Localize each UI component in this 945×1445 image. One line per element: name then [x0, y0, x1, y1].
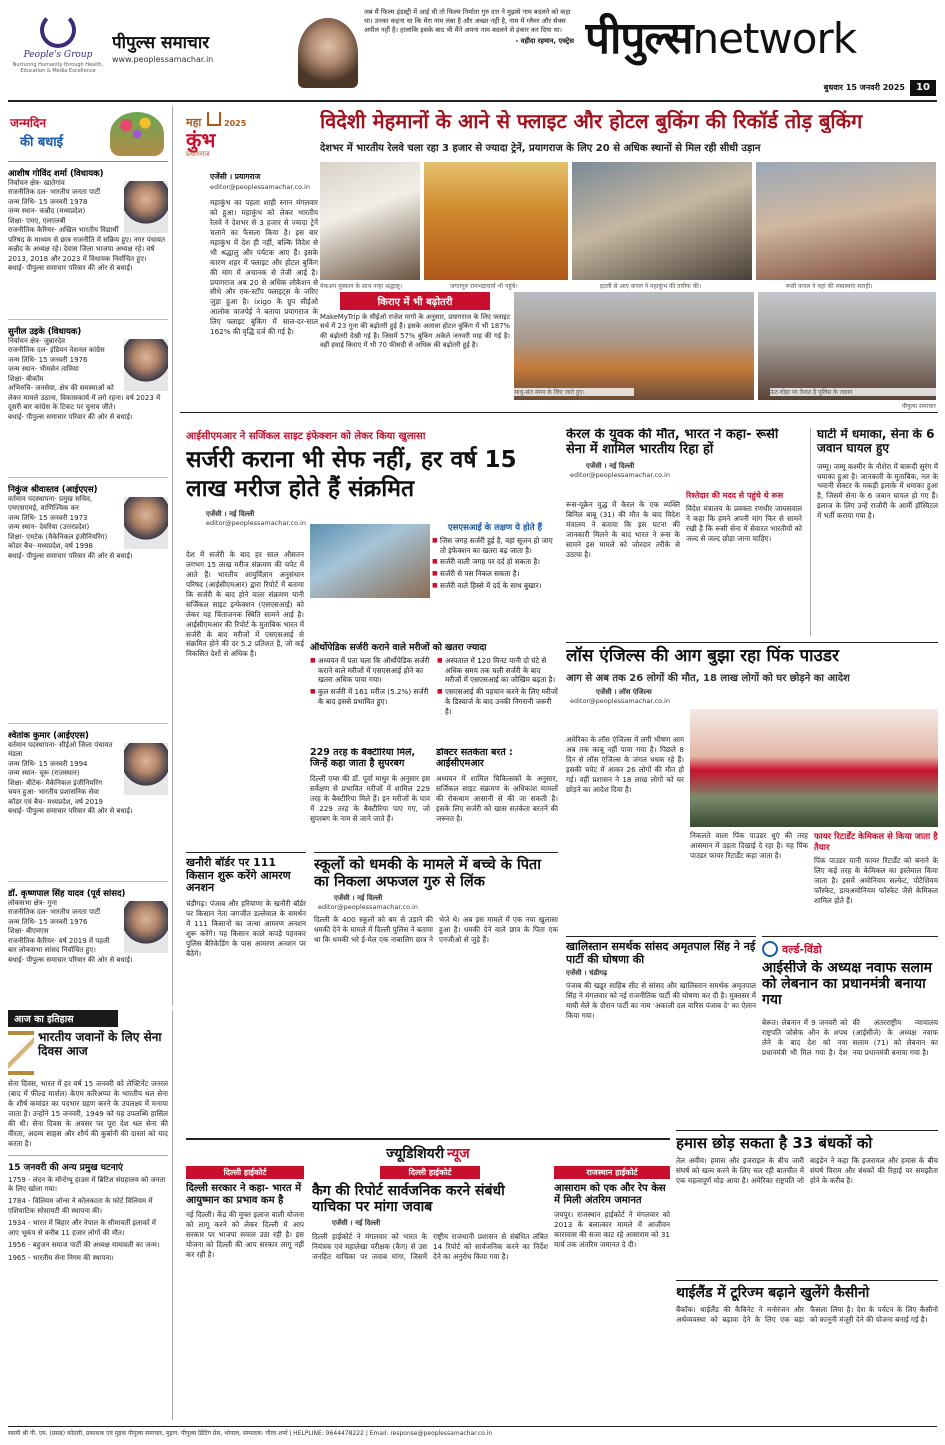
schools-byline: एजेंसी । नई दिल्ली	[334, 894, 383, 903]
amritpal-byline: एजेंसी । चंडीगढ़	[566, 969, 608, 978]
kumbh-rule	[180, 412, 938, 413]
date: बुधवार 15 जनवरी 2025	[823, 83, 905, 92]
birthday-person-detail: शिक्षा- बीकॉम	[8, 374, 44, 383]
rent-body: MakeMyTrip के सीईओ राजेश मागो के अनुसार, प्रयागराज के लिए फ्लाइट सर्च में 23 गुना की बढ़ोतरी हुई है। इसके अलावा होटल बुकिंग में भी 187% की बढ़ोतरी देखी गई है। जिसमें 57% बुकिंग अकेले जनवरी माह की गई है। वहीं हवाई किराए में भी 70 फीसदी से अधिक की बढ़ोतरी हुई है।	[320, 313, 510, 350]
caption-5: साधु-संत स्नान के लिए जाते हुए।	[514, 388, 634, 396]
sub2-title: डॉक्टर सतर्कता बरतें : आईसीएमआर	[436, 748, 513, 769]
ortho-title: ऑर्थोपेडिक सर्जरी कराने वाले मरीजों को खतरा ज्यादा	[310, 643, 487, 653]
birthday-person-detail: जन्म तिथि- 15 जनवरी 1976	[8, 355, 88, 364]
photo-italy-couple	[572, 162, 752, 280]
kumbh-email: editor@peoplessamachar.co.in	[210, 183, 310, 191]
birthday-person-detail: जन्म स्थान- कन्नौद (मध्यप्रदेश)	[8, 207, 86, 216]
court1-label: दिल्ली हाईकोर्ट	[186, 1166, 304, 1179]
world-label-text: वर्ल्ड-विंडो	[782, 942, 822, 956]
birthday-person-detail: वर्तमान पदस्थापना- सीईओ जिला पंचायत मंडला	[8, 741, 113, 759]
birthday-person-detail: शिक्षा- एमटेक (मैकेनिकल इंजीनियरिंग)	[8, 532, 108, 541]
ortho-list	[310, 656, 558, 746]
surgery-section	[186, 428, 558, 848]
birthday-person	[8, 726, 168, 882]
birthday-person-detail: जन्म तिथि- 15 जनवरी 1978	[8, 197, 88, 206]
birthday-person-photo	[124, 497, 168, 549]
schools-email: editor@peoplessamachar.co.in	[318, 903, 418, 912]
paper-name: पीपुल्स समाचार	[112, 33, 210, 53]
court1-col	[186, 1166, 304, 1420]
birthday-person-detail: निर्वाचन क्षेत्र- खातेगांव	[8, 179, 65, 187]
history-headline: भारतीय जवानों के लिए सेना दिवस आज	[38, 1030, 162, 1058]
symptom-item: ■ सर्जरी वाली जगह पर दर्द हो सकता है।	[432, 557, 558, 567]
peoples-group-logo	[8, 6, 108, 96]
birthday-column	[8, 106, 173, 1006]
hamas-body: तेल अवीव। हमास और इजराइल के बीच जारी संघर्ष को खत्म करने के लिए चल रही बातचीत में एक महत्वपूर्ण मोड़ आया है। अमेरिका राष्ट्रपति जो बाइडेन ने कहा कि इजरायल और हमास के बीच संघर्ष विराम और बंधकों की रिहाई पर समझौता होने के करीब है।	[676, 1156, 938, 1186]
birthday-person-detail: कोडर बैच- मध्यप्रदेश, वर्ष 1998	[8, 542, 93, 551]
birthday-list	[8, 162, 168, 1006]
surgery-email: editor@peoplessamachar.co.in	[206, 518, 306, 527]
birthday-person-detail: जन्म तिथि- 15 जनवरी 1976	[8, 917, 88, 926]
kerala-email: editor@peoplessamachar.co.in	[570, 470, 670, 479]
birthday-person-detail: बधाई- पीपुल्स समाचार परिवार की ओर से बधाई।	[8, 551, 133, 560]
ortho-point: ■ अस्पताल में 120 मिनट यानी दो घंटे से अधिक समय तक चली सर्जरी के बाद मरीजों में एसएसआई का जोखिम बढ़ता है।	[437, 656, 558, 685]
birthday-person	[8, 884, 168, 1006]
history-events-title: 15 जनवरी की अन्य प्रमुख घटनाएं	[8, 1155, 168, 1173]
birthday-person-detail: अभिरुचि- जनसेवा, क्षेत्र की समस्याओं को लेकर मामले उठाना, विकासकार्य में लगे रहना। वर्ष 2023 में दूसरी बार कांग्रेस के टिकट पर चुनाव जीते।	[8, 384, 161, 412]
kumbh-subhead: देशभर में भारतीय रेलवे चला रहा 3 हजार से ज्यादा ट्रेनें, प्रयागराज के लिए 20 से अधिक स्थानों से मिल रही सीधी उड़ान	[320, 143, 761, 154]
thai-section	[676, 1280, 938, 1420]
history-event: 1965 - भारतीय सेना निगम की स्थापना।	[8, 1253, 114, 1262]
birthday-person-name: निकुंज श्रीवास्तव (आईएएस)	[8, 485, 98, 495]
quote-text: जब मैं फिल्म इंडस्ट्री में आई थी तो फिल्म निर्माता गुरु दत्त ने मुझसे नाम बदलने को कहा था। उनका कहना था कि मेरा नाम लंबा है और अच्छा नहीं है, नाम में ग्लैमर और सेक्स अपील नहीं है। हालांकि इसके बाद भी मैंने अपना नाम बदलने से इंकार कर दिया था।	[364, 8, 571, 34]
caption-6: ऊंट-घोड़ा पर तैनात है पुलिस के जवान	[770, 388, 936, 396]
birthday-person-detail: चयन हुआ- भारतीय प्रशासनिक सेवा	[8, 788, 99, 797]
header-rule	[8, 100, 937, 102]
court3-headline: आसाराम को एक और रेप केस में मिली अंतरिम जमानत	[554, 1183, 666, 1206]
header	[0, 0, 945, 102]
thai-headline: थाईलैंड में टूरिज्म बढ़ाने खुलेंगे कैसीनो	[676, 1285, 870, 1301]
birthday-person-detail: जन्म तिथि- 15 जनवरी 1973	[8, 513, 88, 522]
sub1-title: 229 तरह के बैक्टीरिया मिले, जिन्हें कहा जाता है सुपरबग	[310, 748, 416, 769]
birthday-person	[8, 480, 168, 724]
mahakumbh-logo	[186, 112, 296, 168]
birthday-person-detail: शिक्षा- बीटेक- मैकेनिकल इंजीनियरिंग	[8, 778, 103, 787]
la-box-body: पिंक पाउडर यानी फायर रिटार्डेंट को बनाने के लिए कई तरह के केमिकल का इस्तेमाल किया जाता है। इसमें अमोनियम सल्फेट, पोटैशियम फॉस्फेट, डायअमोनियम फॉस्फेट जैसे केमिकल शामिल होते हैं।	[814, 856, 938, 905]
trident-icon	[207, 112, 221, 126]
photo-child-makeup	[320, 162, 420, 280]
ortho-point: ■ अध्ययन में पता चला कि ऑर्थोपेडिक सर्जरी कराने वाले मरीजों में एसएसआई होने का खतरा अधिक पाया गया।	[310, 656, 431, 685]
birthday-person	[8, 322, 168, 478]
ghati-body: जम्मू। जम्मू कश्मीर के नौशेरा में बारूदी सुरंग में धमाका हुआ है। जानकारी के मुताबिक, नल के भवानी सेक्टर के मकड़ी इलाके में धमाका हुआ है, जिसमें सेना के 6 जवान घायल हो गए हैं। इलाज के लिए उन्हें राजौरी के आर्मी हॉस्पिटल में भर्ती कराया गया है।	[817, 461, 938, 521]
surgery-kicker: आईसीएमआर ने सर्जिकल साइट इंफेक्शन को लेकर किया खुलासा	[186, 431, 426, 442]
sub2-body: अध्ययन में शामिल चिकित्सकों के अनुसार, सर्जिकल साइट संक्रमण के अधिकांश मामलों की रोकथाम आसानी से की जा सकती है। इसके लिए सर्जरी को खास सतर्कता बरतने की जरूरत है।	[436, 774, 558, 823]
birthday-person-photo	[124, 901, 168, 953]
symptom-item: ■ जिस जगह सर्जरी हुई है, वहां सूजन हो जाए तो इंफेक्शन का खतरा बढ़ जाता है।	[432, 536, 558, 555]
court1-body: नई दिल्ली। केंद्र की मुफ्त इलाज वाली योजना को लागू करने को लेकर दिल्ली में आप सरकार पर भाजपा सवाल उठा रही है। इस योजना को दिल्ली की आप सरकार लागू नहीं कर रही है।	[186, 1210, 304, 1259]
birthday-title-bottom: की बधाई	[20, 135, 64, 150]
farmers-section	[186, 852, 306, 1032]
photo-police-horses	[758, 292, 936, 400]
photo-credit: पीपुल्स समाचार	[901, 403, 936, 410]
sub1-body: दिल्ली एम्स की डॉ. पूर्वा माथुर के अनुसार इस सर्वेक्षण से प्रभावित मरीजों में शामिल 229 तरह के बैक्टीरिया मिले हैं। इन मरीजों के घाव में 229 तरह के बैक्टीरिया पाए गए, जो सुपरबग के नाम से जाने जाते हैं।	[310, 774, 430, 823]
birthday-person-detail: बधाई- पीपुल्स समाचार परिवार की ओर से बधाई।	[8, 263, 133, 272]
photo-rambhadracharya	[424, 162, 568, 280]
thai-body: बैंकॉक। थाईलैंड की कैबिनेट ने मनोरंजन और अर्थव्यवस्था को बढ़ावा देने के लिए एक बड़ा फैसला लिया है। देश के पर्यटन के लिए कैसीनो को कानूनी मंजूरी देने की योजना बनाई गई है।	[676, 1305, 938, 1325]
caption-4: रूसी कपल ने यहां की व्यवस्थाएं सराही।	[786, 283, 873, 290]
court1-headline: दिल्ली सरकार ने कहा- भारत में आयुष्मान का प्रभाव कम है	[186, 1183, 302, 1206]
birthday-person-detail: वर्तमान पदस्थापना- प्रमुख सचिव, एमएसएमई, वाणिज्यिक कर	[8, 495, 93, 513]
hamas-headline: हमास छोड़ सकता है 33 बंधकों को	[676, 1134, 873, 1152]
la-box	[814, 831, 938, 931]
symptom-item: ■ सर्जरी से पस निकल सकता है।	[432, 569, 558, 579]
la-box-title: फायर रिटार्डेंट केमिकल से किया जाता है तैयार	[814, 832, 938, 853]
court2-label: दिल्ली हाईकोर्ट	[380, 1166, 480, 1179]
group-tagline: Nurturing Humanity through Health, Education & Media Excellence	[12, 62, 104, 74]
amritpal-section	[566, 936, 756, 1046]
court2-col	[312, 1166, 548, 1420]
surgery-body: देश में सर्जरी के बाद हर साल औसतन लगभग 15 लाख मरीज संक्रमण की चपेट में आते हैं। भारतीय आयुर्विज्ञान अनुसंधान परिषद (आईसीएमआर) द्वारा रिपोर्ट में बताया कि सर्जरी के बाद होने वाला संक्रमण यानी सर्जिकल साइट इन्फेक्शन (एसएसआई) को लेकर यह चिंताजनक स्थिति सामने आई है। आईसीएमआर की रिपोर्ट के मुताबिक भारत में सर्जरी के बाद मरीजों में एसएसआई से संक्रमित होने की दर 5.2 प्रतिशत है, जो कई विकसित देशों से अधिक है।	[186, 550, 304, 659]
ortho-point: ■ कुल सर्जरी में 161 मरीज (5.2%) सर्जरी के बाद इससे प्रभावित हुए।	[310, 687, 431, 706]
birthday-person-detail: शिक्षा- बीएमएस	[8, 927, 49, 936]
caption-1: मेकअप मुस्कान के साथ नन्हा श्रद्धालु।	[320, 283, 402, 290]
la-caption: निकलते वाला पिंक पाउडर धुएं की तरह आसमान में उड़ता दिखाई दे रहा है। यह पिंक पाउडर फायर रिटार्डेंट कहा जाता है।	[690, 831, 808, 860]
symptoms-box	[432, 522, 558, 638]
farmers-body: चंडीगढ़। पंजाब और हरियाणा के खनौरी बॉर्डर पर किसान नेता जगजीत डल्लेवाल के समर्थन में 111 किसानों का जत्था आमरण अनशन शुरू करेंगे। यह किसान काले कपड़े पहनकर पुलिस बैरिकेडिंग के पास आमरण अनशन पर बैठेंगे।	[186, 898, 306, 958]
caption-2: जगतगुरु रामभद्राचार्य भी पहुंचे।	[450, 283, 518, 290]
judiciary-label-a: ज्यूडिशियरी	[386, 1146, 445, 1162]
birthday-person-detail: लोकसभा क्षेत्र- गुना	[8, 899, 57, 907]
masthead-en: network	[692, 14, 857, 63]
birthday-person	[8, 164, 168, 320]
logo-top: महा	[186, 116, 202, 129]
ghati-headline: घाटी में धमाका, सेना के 6 जवान घायल हुए	[817, 428, 935, 455]
paper-name-block	[112, 30, 292, 80]
birthday-title-top: जन्मदिन	[10, 116, 47, 130]
peoples-group-name: People's Group	[23, 50, 93, 60]
court2-byline: एजेंसी । नई दिल्ली	[332, 1219, 381, 1228]
birthday-person-detail: कॉडर एवं बैच- मध्यप्रदेश, वर्ष 2019	[8, 797, 103, 806]
surgery-headline: सर्जरी कराना भी सेफ नहीं, हर वर्ष 15 लाख मरीज होते हैं संक्रमित	[186, 447, 517, 502]
birthday-person-detail: जन्म स्थान- भीमसेन तामिया	[8, 365, 79, 374]
birthday-person-photo	[124, 743, 168, 795]
kerala-body: रूस-यूक्रेन युद्ध में केरल के एक व्यक्ति बिनिल बाबू (31) की मौत के बाद विदेश मंत्रालय ने बताया कि इस घटना की जानकारी मिलने के बाद भारत ने रूस के सामने इस मामले को जोरदार तरीके से उठाया है।	[566, 500, 680, 559]
schools-headline: स्कूलों को धमकी के मामले में बच्चे के पिता का निकला अफजल गुरु से लिंक	[314, 857, 541, 890]
birthday-person-detail: बधाई- पीपुल्स समाचार परिवार की ओर से बधाई।	[8, 955, 133, 964]
photo-russian-couple	[756, 162, 936, 280]
history-event: 1784 - विलियम जोन्स ने कोलकाता के फोर्ट विलियम में एशियाटिक सोसायटी की स्थापना की।	[8, 1197, 153, 1215]
website[interactable]: www.peoplessamachar.in	[112, 55, 214, 64]
birthday-person-name: डॉ. कृष्णपाल सिंह यादव (पूर्व सांसद)	[8, 889, 126, 899]
la-email: editor@peoplessamachar.co.in	[570, 696, 670, 705]
kumbh-headline: विदेशी मेहमानों के आने से फ्लाइट और होटल बुकिंग की रिकॉर्ड तोड़ बुकिंग	[320, 110, 863, 133]
rent-title: किराए में भी बढ़ोतरी	[340, 292, 490, 310]
symptoms-list	[432, 536, 558, 591]
masthead-hindi: पीपुल्स	[585, 13, 693, 64]
la-byline: एजेंसी । लॉस एंजिल्स	[596, 687, 652, 696]
masthead	[585, 6, 905, 72]
logo-place: प्रयागराज	[186, 150, 210, 158]
birthday-person-detail: जन्म स्थान- देवरिया (उत्तरप्रदेश)	[8, 523, 90, 532]
birthday-person-detail: राजनीतिक दल- भारतीय जनता पार्टी	[8, 908, 101, 917]
la-fire-section	[566, 642, 938, 932]
history-section	[8, 1010, 173, 1420]
logo-year: 2025	[224, 119, 247, 128]
schools-section	[314, 852, 558, 1032]
birthday-person-name: आशीष गोविंद शर्मा (विधायक)	[8, 169, 104, 179]
group-logo-icon	[40, 12, 76, 48]
schools-body: दिल्ली के 400 स्कूलों को बम से उड़ाने की धमकी देने के मामले में दिल्ली पुलिस ने बताया था कि धमकी भरे ई-मेल एक नाबालिग छात्र ने भेजे थे। अब इस मामले में एक नया खुलासा हुआ है। धमकी देने वाले छात्र के पिता एक एनजीओ से जुड़े हैं।	[314, 915, 558, 945]
farmers-headline: खनौरी बॉर्डर पर 111 किसान शुरू करेंगे आमरण अनशन	[186, 856, 291, 895]
ortho-point: ■ एसएसआई की पहचान करने के लिए मरीजों के डिस्चार्ज के बाद उनकी निगरानी जरूरी है।	[437, 687, 558, 716]
birthday-person-detail: जन्म तिथि- 15 जनवरी 1994	[8, 759, 88, 768]
history-title: आज का इतिहास	[8, 1010, 118, 1027]
history-event: 1759 - लंदन के मॉन्टेग्यू हाउस में ब्रिटिश संग्रहालय को जनता के लिए खोला गया।	[8, 1175, 166, 1193]
kumbh-section	[180, 106, 940, 446]
amritpal-body: पंजाब की खडूर साहिब सीट से सांसद और खालिस्तान समर्थक अमृतपाल सिंह ने मंगलवार को नई राजनीतिक पार्टी की घोषणा कर दी है। मुक्तसर में माघी मेले के दौरान पार्टी का नाम 'अकाली दल वारिस पंजाब दे' का ऐलान किया गया।	[566, 981, 756, 1021]
quote-author: - वहीदा रहमान, एक्ट्रेस	[515, 36, 574, 45]
history-event: 1934 - भारत में बिहार और नेपाल के सीमावर्ती इलाकों में आए भूकंप से करीब 11 हजार लोगों की मौत।	[8, 1219, 156, 1237]
kerala-side-body: विदेश मंत्रालय के प्रवक्ता रणधीर जायसवाल ने कहा कि हमने अपनी मांग फिर से सामने रखी है कि रूसी सेना में सेवारत भारतीयों को जल्द से जल्द छोड़ा जाना चाहिए।	[686, 504, 802, 543]
world-body: बेरूत। लेबनान में 9 जनवरी को राष्ट्रपति जोसेफ औन के शपथ लेने के बाद देश को नया प्रधानमंत्री भी मिल गया है। देश की अंतरराष्ट्रीय न्यायालय (आईसीजे) के अध्यक्ष नवाफ सलाम (71) को लेबनान का नया प्रधानमंत्री बनाया गया है।	[762, 1018, 938, 1057]
court2-body: दिल्ली हाईकोर्ट ने मंगलवार को भारत के नियंत्रक एवं महालेखा परीक्षक (कैग) से उस जनहित याचिका पर जवाब मांगा, जिसमें राष्ट्रीय राजधानी प्रशासन से संबंधित लंबित 14 रिपोर्ट को सार्वजनिक करने का निर्देश देने का अनुरोध किया गया है।	[312, 1232, 548, 1262]
history-events	[8, 1176, 168, 1264]
court2-headline: कैग की रिपोर्ट सार्वजनिक करने संबंधी याचिका पर मांगा जवाब	[312, 1183, 505, 1216]
logo-main: कुंभ	[186, 128, 216, 152]
birthday-person-detail: बधाई- पीपुल्स समाचार परिवार की ओर से बधाई।	[8, 412, 133, 421]
birthday-person-photo	[124, 339, 168, 391]
hamas-section	[676, 1130, 938, 1220]
birthday-person-detail: जन्म स्थान- चूरू (राजस्थान)	[8, 769, 80, 778]
kerala-section	[566, 428, 802, 636]
world-headline: आईसीजे के अध्यक्ष नवाफ सलाम को लेबनान का प्रधानमंत्री बनाया गया	[762, 960, 932, 1009]
birthday-person-detail: शिक्षा- एमए, एलएलबी	[8, 216, 66, 225]
surgery-byline: एजेंसी । नई दिल्ली	[206, 509, 255, 518]
la-subhead: आग से अब तक 26 लोगों की मौत, 18 लाख लोगों को घर छोड़ने का आदेश	[566, 672, 850, 684]
judiciary-label	[186, 1144, 670, 1163]
history-event: 1956 - बहुजन समाज पार्टी की अध्यक्ष मायावती का जन्म।	[8, 1241, 160, 1250]
globe-icon	[762, 941, 778, 957]
judiciary-label-b: न्यूज	[447, 1146, 470, 1162]
birthday-person-detail: राजनीतिक कैरियर- अखिल भारतीय विद्यार्थी परिषद के माध्यम से छात्र राजनीति में सक्रिय हुए। नगर पंचायत कन्नौद के अध्यक्ष रहे। देवास जिला भाजपा अध्यक्ष रहे। वर्ष 2013, 2018 और 2023 में विधायक निर्वाचित हुए।	[8, 226, 165, 263]
la-headline: लॉस एंजिल्स की आग बुझा रहा पिंक पाउडर	[566, 646, 839, 666]
birthday-person-detail: राजनीतिक दल- इंडियन नेशनल कांग्रेस	[8, 346, 105, 355]
amritpal-headline: खालिस्तान समर्थक सांसद अमृतपाल सिंह ने नई पार्टी की घोषणा की	[566, 940, 756, 966]
ghati-section	[810, 428, 938, 636]
birthday-banner	[8, 106, 168, 162]
rent-box	[320, 292, 510, 388]
court3-col	[554, 1166, 670, 1420]
symptoms-title: एसएसआई के लक्षण ये होते हैं	[447, 523, 543, 533]
birthday-person-detail: राजनीतिक कैरियर- वर्ष 2019 में पहली बार लोकसभा सांसद निर्वाचित हुए।	[8, 936, 110, 955]
history-body: सेना दिवस, भारत में हर वर्ष 15 जनवरी को लेफ्टिनेंट जनरल (बाद में फील्ड मार्शल) केएम करिअप्पा के भारतीय थल सेना के शीर्ष कमांडर का पदभार ग्रहण करने के उपलक्ष्य में मनाया जाता है। उन्होंने 15 जनवरी, 1949 को यह उपलब्धि हासिल की थी। सेना दिवस के अवसर पर पूरा देश थल सेना की वीरता, अदम्य साहस और शौर्य की कुर्बानी की दास्तां को याद करता है।	[8, 1079, 168, 1148]
kerala-byline: एजेंसी । नई दिल्ली	[586, 461, 635, 470]
birthday-person-photo	[124, 181, 168, 233]
court3-body: जयपुर। राजस्थान हाईकोर्ट ने मंगलवार को 2013 के बलात्कार मामले में आजीवन कारावास की सजा काट रहे आसाराम को 31 मार्च तक अंतरिम जमानत दे दी।	[554, 1210, 670, 1249]
photo-patient	[310, 524, 430, 598]
world-label	[762, 941, 938, 957]
symptom-item: ■ सर्जरी वाले हिस्से में दर्द के साथ बुखार।	[432, 581, 558, 591]
court3-label: राजस्थान हाईकोर्ट	[554, 1166, 670, 1179]
caption-3: इटली से आए कपल ने महाकुंभ की तारीफ की।	[600, 283, 702, 290]
birthday-person-detail: बधाई- पीपुल्स समाचार परिवार की ओर से बधाई।	[8, 807, 133, 816]
birthday-person-name: सुनील उइके (विधायक)	[8, 327, 82, 337]
birthday-person-detail: राजनीतिक दल- भारतीय जनता पार्टी	[8, 188, 101, 197]
la-body: अमेरिका के लॉस एंजिल्स में लगी भीषण आग अब तक काबू नहीं पाया गया है। पिछले 8 दिन से लॉस एंजिल्स के जंगल धधक रहे हैं। इसकी चपेट में आकर 26 लोगों की मौत हो गई। वहीं प्रशासन ने 18 लाख लोगों को घर छोड़ने का आदेश दिया है।	[566, 735, 684, 794]
quote-author-photo	[298, 18, 358, 88]
judiciary-section	[186, 1138, 670, 1420]
photo-firefighting-plane	[690, 709, 938, 827]
hourglass-icon	[8, 1031, 34, 1075]
page-number: 10	[910, 80, 936, 96]
flower-basket-icon	[110, 112, 164, 156]
kumbh-byline: एजेंसी । प्रयागराज	[210, 172, 261, 181]
photo-saints-procession	[514, 292, 754, 400]
kumbh-body: महाकुंभ का पहला शाही स्नान मंगलवार को हुआ। महाकुंभ को लेकर भारतीय रेलवे ने देशभर से 3 हजार से ज्यादा ट्रेनें चलाने का फैसला किया है। इस बार महाकुंभ में देश ही नहीं, बल्कि विदेश से भी श्रद्धालु और पर्यटक आए हैं। इसके कारण शहर में फ्लाइट और होटल बुकिंग की मांग में अचानक से तेजी आई है। प्रयागराज अब 20 से अधिक लोकेशन से सीधे और एक-स्टॉप फ्लाइट्स के जरिए जुड़ा हुआ है। ixigo के ग्रुप सीईओ आलोक वाजपेई ने बताया प्रयागराज के लिए फ्लाइट बुकिंग में साल-दर-साल 162% की वृद्धि दर्ज की गई है।	[210, 198, 318, 337]
quote-block	[364, 8, 574, 94]
birthday-person-detail: निर्वाचन क्षेत्र- जुन्नारदेव	[8, 337, 66, 345]
birthday-person-name: श्वेतांक कुमार (आईएएस)	[8, 731, 89, 741]
kerala-headline: केरल के युवक की मौत, भारत ने कहा- रूसी सेना में शामिल भारतीय रिहा हों	[566, 428, 779, 457]
footer: स्वामी श्री पी. एम. (प्रसन्न) कोठारी, प्रकाशक एवं मुद्रक पीपुल्स समाचार, मुद्रण: पीपुल्स प्रिंटिंग प्रेस, भोपाल, सम्पादक: गौरव शर्मा | HELPLINE: 9644478222 | Email: response@peoplessamachar.co.in	[8, 1426, 937, 1440]
kerala-side-title: रिश्तेदार की मदद से पहुंचे थे रूस	[686, 491, 784, 500]
